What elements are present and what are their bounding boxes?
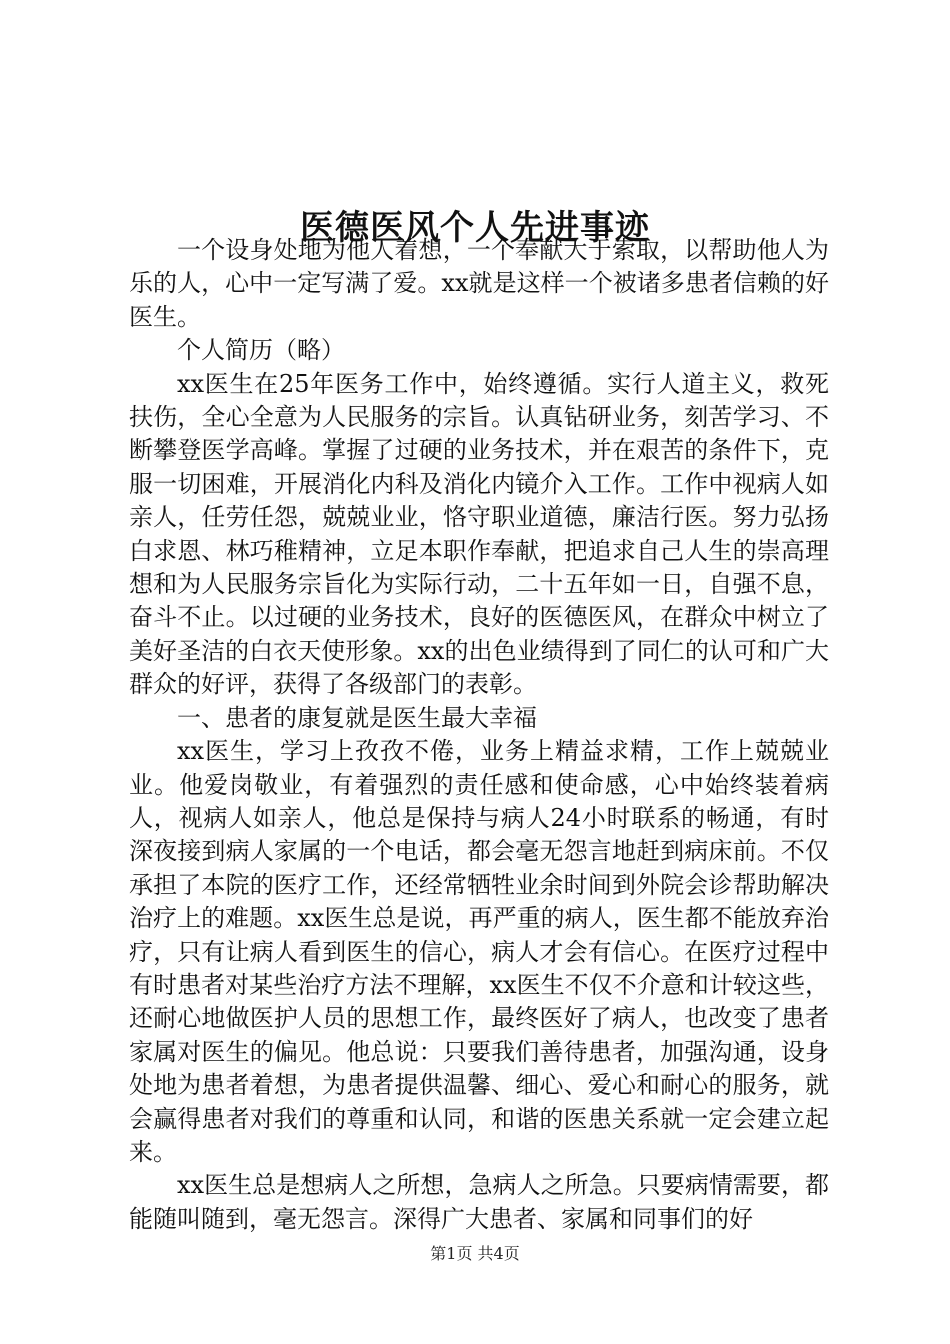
paragraph-dedication: xx医生，学习上孜孜不倦，业务上精益求精，工作上兢兢业业。他爱岗敬业，有着强烈的责任感和使命感，心中始终装着病人，视病人如亲人，他总是保持与病人24小时联系的畅通，有时深夜接到病人家属的一个电话，都会毫无怨言地赶到病床前。不仅承担了本院的医疗工作，还经常牺牲业余时间到外院会诊帮助解决治疗上的难题。xx医生总是说，再严重的病人，医生都不能放弃治疗，只有让病人看到医生的信心，病人才会有信心。在医疗过程中有时患者对某些治疗方法不理解，xx医生不仅不介意和计较这些，还耐心地做医护人员的思想工作，最终医好了病人，也改变了患者家属对医生的偏见。他总说：只要我们善待患者，加强沟通，设身处地为患者着想，为患者提供温馨、细心、爱心和耐心的服务，就会赢得患者对我们的尊重和认同，和谐的医患关系就一定会建立起来。: [129, 737, 829, 1166]
paragraph-availability: xx医生总是想病人之所想，急病人之所急。只要病情需要，都能随叫随到，毫无怨言。深得广大患者、家属和同事们的好: [129, 1171, 829, 1233]
page-footer: 第1页 共4页: [430, 1244, 520, 1263]
paragraph-resume: 个人简历（略）: [177, 336, 345, 365]
document-title: 医德医风个人先进事迹: [300, 207, 650, 248]
section-heading-1: 一、患者的康复就是医生最大幸福: [177, 703, 537, 732]
paragraph-intro: 一个设身处地为他人着想，一个奉献大于索取，以帮助他人为乐的人，心中一定写满了爱。xx就是这样一个被诸多患者信赖的好医生。: [129, 236, 829, 331]
paragraph-career: xx医生在25年医务工作中，始终遵循。实行人道主义，救死扶伤，全心全意为人民服务的宗旨。认真钻研业务，刻苦学习、不断攀登医学高峰。掌握了过硬的业务技术，并在艰苦的条件下，克服一切困难，开展消化内科及消化内镜介入工作。工作中视病人如亲人，任劳任怨，兢兢业业，恪守职业道德，廉洁行医。努力弘扬白求恩、林巧稚精神，立足本职作奉献，把追求自己人生的崇高理想和为人民服务宗旨化为实际行动，二十五年如一日，自强不息，奋斗不止。以过硬的业务技术，良好的医德医风，在群众中树立了美好圣洁的白衣天使形象。xx的出色业绩得到了同仁的认可和广大群众的好评，获得了各级部门的表彰。: [129, 369, 829, 699]
document-body: [129, 234, 829, 1236]
